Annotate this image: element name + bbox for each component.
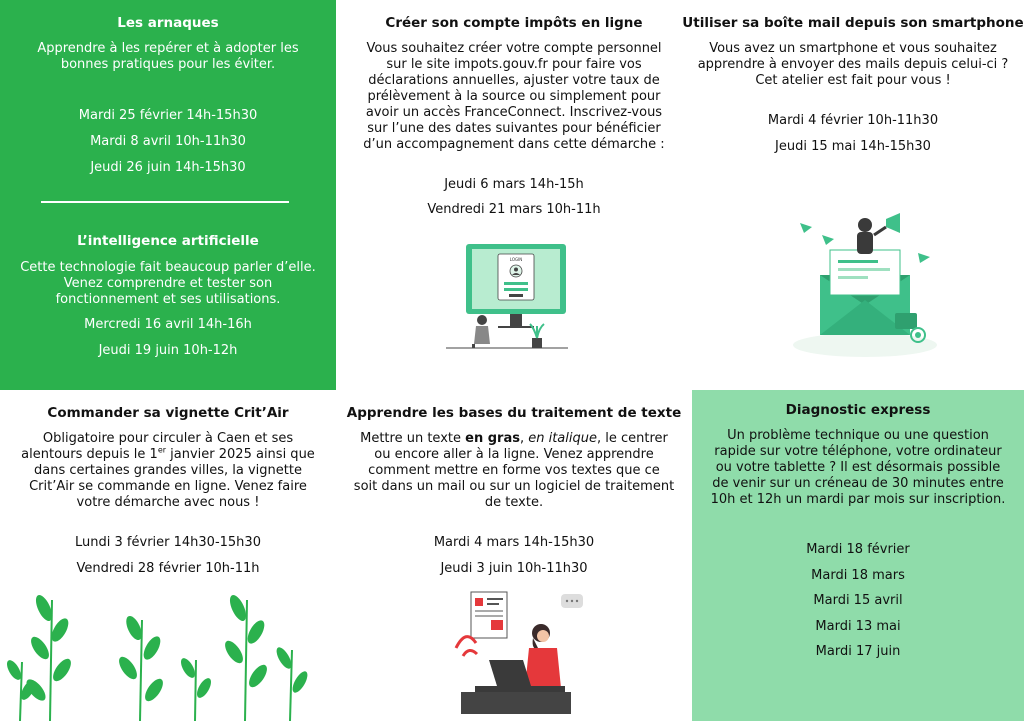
section-divider bbox=[41, 201, 289, 203]
ia-desc-2: Venez comprendre et tester son bbox=[63, 276, 273, 291]
ia-date-2: Jeudi 19 juin 10h-12h bbox=[98, 343, 238, 358]
diagnostic-desc-5: 10h et 12h un mardi par mois sur inscription. bbox=[710, 492, 1006, 507]
mail-date-2: Jeudi 15 mai 14h-15h30 bbox=[775, 139, 931, 154]
diagnostic-desc-4: de venir sur un créneau de 30 minutes entre bbox=[712, 476, 1004, 491]
diagnostic-date-1: Mardi 18 février bbox=[806, 542, 910, 557]
email-illustration bbox=[790, 205, 940, 360]
diagnostic-date-2: Mardi 18 mars bbox=[811, 568, 905, 583]
texte-title: Apprendre les bases du traitement de texte bbox=[346, 405, 682, 421]
critair-desc-5: votre démarche avec nous ! bbox=[76, 495, 260, 510]
impots-desc-3: déclarations annuelles, ajuster votre taux de bbox=[368, 73, 660, 88]
ia-desc-1: Cette technologie fait beaucoup parler d’elle. bbox=[20, 260, 316, 275]
critair-desc-2 bbox=[0, 447, 336, 463]
texte-desc-4: soit dans un mail ou sur un logiciel de traitement bbox=[353, 479, 675, 494]
arnaques-title: Les arnaques bbox=[117, 15, 219, 31]
critair-desc-1: Obligatoire pour circuler à Caen et ses bbox=[42, 431, 294, 446]
texte-desc-bold: en gras bbox=[465, 431, 520, 446]
critair-desc-sup: er bbox=[157, 445, 167, 455]
impots-desc-2: sur le site impots.gouv.fr pour faire vos bbox=[386, 57, 642, 72]
mail-date-1: Mardi 4 février 10h-11h30 bbox=[767, 113, 939, 128]
mail-desc-3: Cet atelier est fait pour vous ! bbox=[755, 73, 951, 88]
arnaques-desc-1: Apprendre à les repérer et à adopter les bbox=[37, 41, 299, 56]
writer-illustration bbox=[441, 588, 591, 718]
impots-date-2: Vendredi 21 mars 10h-11h bbox=[427, 202, 601, 217]
texte-desc-5: de texte. bbox=[484, 495, 544, 510]
arnaques-date-1: Mardi 25 février 14h-15h30 bbox=[78, 108, 258, 123]
mail-desc-1: Vous avez un smartphone et vous souhaitez bbox=[709, 41, 997, 56]
diagnostic-title: Diagnostic express bbox=[785, 402, 931, 418]
texte-desc-1b: , bbox=[519, 431, 529, 446]
impots-date-1: Jeudi 6 mars 14h-15h bbox=[444, 177, 584, 192]
texte-date-1: Mardi 4 mars 14h-15h30 bbox=[433, 535, 595, 550]
diagnostic-date-5: Mardi 17 juin bbox=[815, 644, 901, 659]
texte-desc-3: comment mettre en forme vos textes que ce bbox=[368, 463, 660, 478]
ia-date-1: Mercredi 16 avril 14h-16h bbox=[84, 317, 252, 332]
texte-desc-1a: Mettre un texte bbox=[360, 431, 466, 446]
arnaques-date-3: Jeudi 26 juin 14h-15h30 bbox=[90, 160, 246, 175]
texte-desc-2: ou encore aller à la ligne. Venez apprendre bbox=[374, 447, 654, 462]
texte-desc-1c: , le centrer bbox=[596, 431, 668, 446]
critair-desc-3: dans certaines grandes villes, la vignette bbox=[34, 463, 302, 478]
critair-desc-2a: alentours depuis le 1 bbox=[21, 447, 158, 462]
plants-illustration bbox=[0, 590, 336, 721]
impots-desc-6: sur l’une des dates suivantes pour bénéficier bbox=[367, 121, 661, 136]
mail-title: Utiliser sa boîte mail depuis son smartphone bbox=[682, 15, 1024, 31]
login-illustration bbox=[446, 240, 576, 355]
diagnostic-date-3: Mardi 15 avril bbox=[813, 593, 903, 608]
panel-texte bbox=[346, 390, 682, 721]
panel-arnaques-ia bbox=[0, 0, 336, 390]
impots-desc-5: avoir un accès FranceConnect. Inscrivez-vous bbox=[365, 105, 663, 120]
texte-date-2: Jeudi 3 juin 10h-11h30 bbox=[440, 561, 588, 576]
impots-title: Créer son compte impôts en ligne bbox=[385, 15, 643, 31]
texte-desc-1 bbox=[346, 431, 682, 447]
texte-desc-italic: en italique bbox=[528, 431, 597, 446]
arnaques-date-2: Mardi 8 avril 10h-11h30 bbox=[90, 134, 246, 149]
ia-desc-3: fonctionnement et ses utilisations. bbox=[55, 292, 281, 307]
ia-title: L’intelligence artificielle bbox=[77, 233, 259, 249]
arnaques-desc-2: bonnes pratiques pour les éviter. bbox=[60, 57, 276, 72]
critair-desc-4: Crit’Air se commande en ligne. Venez faire bbox=[29, 479, 307, 494]
login-text: LOGIN bbox=[509, 257, 523, 262]
panel-critair bbox=[0, 390, 336, 721]
panel-mail bbox=[682, 0, 1024, 390]
impots-desc-1: Vous souhaitez créer votre compte personnel bbox=[366, 41, 662, 56]
critair-title: Commander sa vignette Crit’Air bbox=[47, 405, 289, 421]
impots-desc-4: prélèvement à la source ou simplement pour bbox=[367, 89, 661, 104]
diagnostic-desc-3: ou votre tablette ? Il est désormais possible bbox=[715, 460, 1001, 475]
diagnostic-desc-2: rapide sur votre téléphone, votre ordinateur bbox=[714, 444, 1002, 459]
diagnostic-desc-1: Un problème technique ou une question bbox=[727, 428, 989, 443]
critair-desc-2b: janvier 2025 ainsi que bbox=[166, 447, 315, 462]
panel-diagnostic bbox=[692, 390, 1024, 721]
critair-date-2: Vendredi 28 février 10h-11h bbox=[76, 561, 260, 576]
panel-impots bbox=[346, 0, 682, 390]
impots-desc-7: d’un accompagnement dans cette démarche : bbox=[363, 137, 665, 152]
critair-date-1: Lundi 3 février 14h30-15h30 bbox=[75, 535, 261, 550]
diagnostic-date-4: Mardi 13 mai bbox=[815, 619, 901, 634]
mail-desc-2: apprendre à envoyer des mails depuis celui-ci ? bbox=[697, 57, 1009, 72]
